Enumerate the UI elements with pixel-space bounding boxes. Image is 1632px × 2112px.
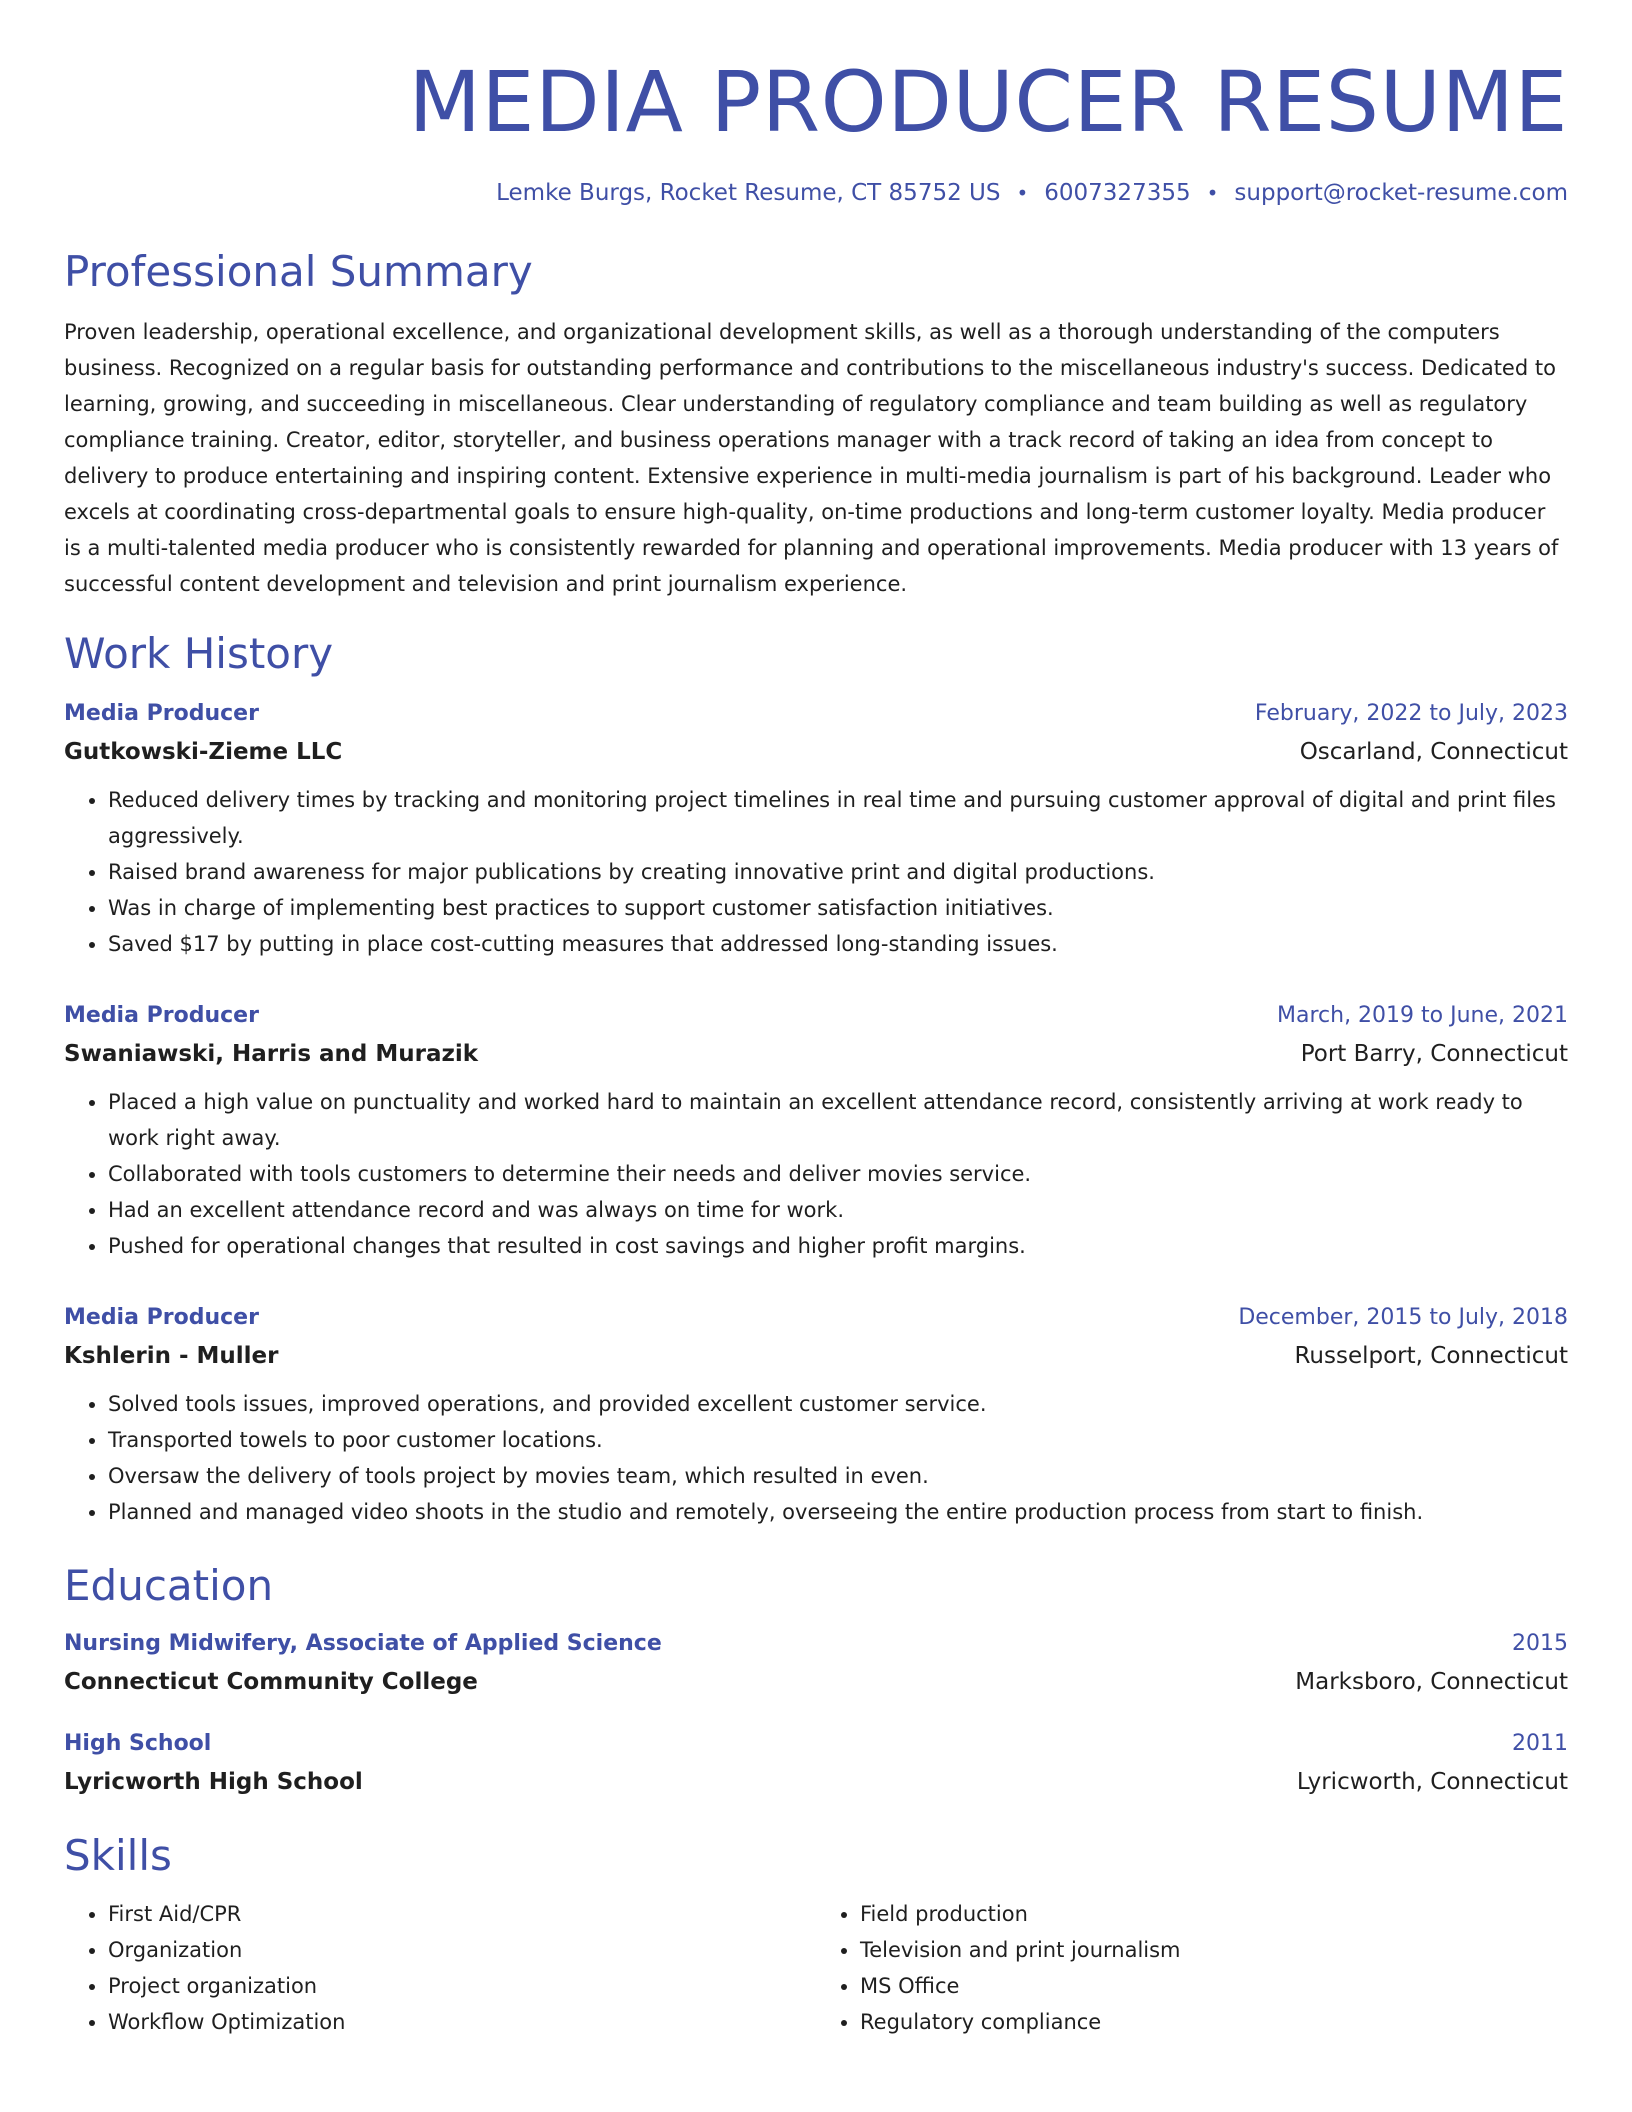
job-bullet: • Oversaw the delivery of tools project by movies team, which resulted in even.	[108, 1458, 1568, 1494]
skill-item: • MS Office	[860, 1968, 1568, 2004]
job-dates: March, 2019 to June, 2021	[1277, 1003, 1568, 1028]
job-company: Swaniawski, Harris and Murazik	[64, 1041, 479, 1067]
job-bullets	[64, 782, 1568, 962]
education-school: Connecticut Community College	[64, 1669, 478, 1695]
education-school: Lyricworth High School	[64, 1769, 363, 1795]
job-bullet: • Pushed for operational changes that resulted in cost savings and higher profit margins.	[108, 1228, 1568, 1264]
summary-text: Proven leadership, operational excellence, and organizational development skills, as well as a thorough understanding of the computers business. Recognized on a regular basis for outstanding performance and contributions to the miscellaneous industry's success. Dedicated to learning, growing, and succeeding in miscellaneous. Clear understanding of regulatory compliance and team building as well as regulatory compliance training. Creator, editor, storyteller, and business operations manager with a track record of taking an idea from concept to delivery to produce entertaining and inspiring content. Extensive experience in multi-media journalism is part of his background. Leader who excels at coordinating cross-departmental goals to ensure high-quality, on-time productions and long-term customer loyalty. Media producer is a multi-talented media producer who is consistently rewarded for planning and operational improvements. Media producer with 13 years of successful content development and television and print journalism experience.	[64, 320, 1559, 596]
job-bullet: • Collaborated with tools customers to determine their needs and deliver movies service.	[108, 1156, 1568, 1192]
education-year: 2011	[1512, 1731, 1568, 1756]
job-company: Gutkowski-Zieme LLC	[64, 739, 343, 765]
education-entry	[64, 1726, 1568, 1802]
job-role: Media Producer	[64, 701, 259, 726]
job-bullet: • Solved tools issues, improved operations, and provided excellent customer service.	[108, 1386, 1568, 1422]
work-history-heading: Work History	[64, 629, 334, 678]
contact-address: Lemke Burgs, Rocket Resume, CT 85752 US	[496, 180, 1001, 206]
job-entry	[64, 696, 1568, 962]
job-entry	[64, 998, 1568, 1264]
contact-line	[64, 178, 1568, 208]
skill-item: • Organization	[108, 1932, 816, 1968]
skills-column-left	[64, 1896, 816, 2040]
education-degree: Nursing Midwifery, Associate of Applied Science	[64, 1631, 662, 1656]
job-location: Russelport, Connecticut	[1294, 1343, 1568, 1369]
skill-item: • Field production	[860, 1896, 1568, 1932]
job-dates: February, 2022 to July, 2023	[1254, 701, 1568, 726]
contact-separator: •	[1016, 181, 1029, 205]
skill-item: • Regulatory compliance	[860, 2004, 1568, 2040]
resume-title: MEDIA PRODUCER RESUME	[408, 53, 1568, 151]
job-bullet: • Saved $17 by putting in place cost-cutting measures that addressed long-standing issues.	[108, 926, 1568, 962]
job-company: Kshlerin - Muller	[64, 1343, 279, 1369]
job-bullets	[64, 1386, 1568, 1530]
skills-grid	[64, 1896, 1568, 2040]
skill-item: • First Aid/CPR	[108, 1896, 816, 1932]
education-heading: Education	[64, 1561, 274, 1610]
job-location: Port Barry, Connecticut	[1300, 1041, 1568, 1067]
skill-item: • Project organization	[108, 1968, 816, 2004]
skills-column-right	[816, 1896, 1568, 2040]
skills-heading: Skills	[64, 1831, 172, 1880]
education-year: 2015	[1512, 1631, 1568, 1656]
contact-separator: •	[1206, 181, 1219, 205]
job-bullet: • Had an excellent attendance record and was always on time for work.	[108, 1192, 1568, 1228]
job-bullet: • Reduced delivery times by tracking and monitoring project timelines in real time and pursuing customer approval of digital and print files aggressively.	[108, 782, 1568, 854]
job-bullet: • Placed a high value on punctuality and worked hard to maintain an excellent attendance record, consistently arriving at work ready to work right away.	[108, 1084, 1568, 1156]
education-location: Lyricworth, Connecticut	[1296, 1769, 1568, 1795]
contact-phone: 6007327355	[1044, 180, 1191, 206]
contact-email: support@rocket-resume.com	[1234, 180, 1568, 206]
job-dates: December, 2015 to July, 2018	[1238, 1305, 1568, 1330]
education-location: Marksboro, Connecticut	[1295, 1669, 1568, 1695]
education-degree: High School	[64, 1731, 212, 1756]
job-role: Media Producer	[64, 1003, 259, 1028]
summary-heading: Professional Summary	[64, 247, 533, 296]
job-location: Oscarland, Connecticut	[1299, 739, 1568, 765]
job-bullets	[64, 1084, 1568, 1264]
job-bullet: • Raised brand awareness for major publications by creating innovative print and digital productions.	[108, 854, 1568, 890]
skill-item: • Workflow Optimization	[108, 2004, 816, 2040]
job-bullet: • Was in charge of implementing best practices to support customer satisfaction initiatives.	[108, 890, 1568, 926]
job-bullet: • Planned and managed video shoots in the studio and remotely, overseeing the entire production process from start to finish.	[108, 1494, 1568, 1530]
skill-item: • Television and print journalism	[860, 1932, 1568, 1968]
job-bullet: • Transported towels to poor customer locations.	[108, 1422, 1568, 1458]
job-role: Media Producer	[64, 1305, 259, 1330]
education-entry	[64, 1626, 1568, 1702]
job-entry	[64, 1300, 1568, 1530]
